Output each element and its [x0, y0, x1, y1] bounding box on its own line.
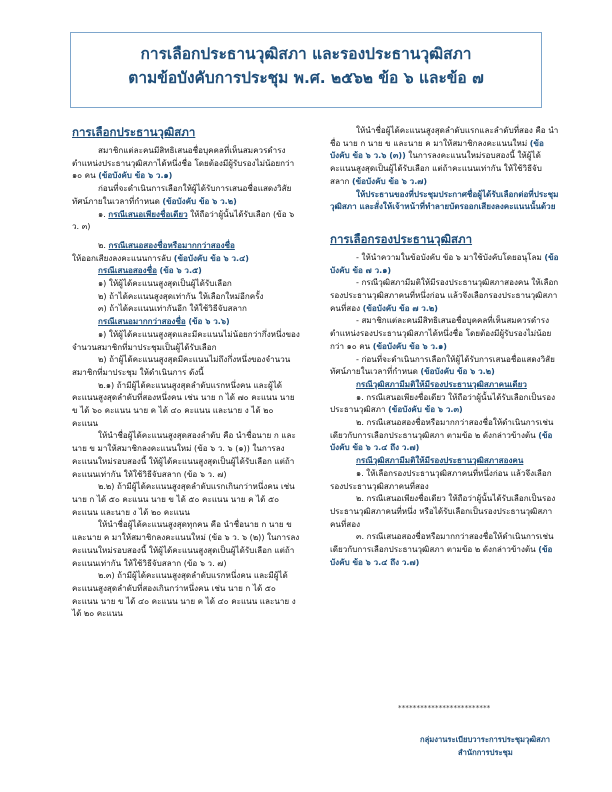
right-column: [330, 124, 560, 569]
sub-more-nominees: กรณีเสนอมากกว่าสองชื่อ (ข้อ ๖ ว.๖): [98, 316, 230, 327]
case-single-nominee: ๑. กรณีเสนอเพียงชื่อเดียว ให้ถือว่าผู้นั้นได้รับเลือก (ข้อ ๖ ว. ๓): [72, 208, 295, 232]
case-2-1: ๒.๑) ถ้ามีผู้ได้คะแนนสูงสุดลำดับแรกหนึ่งคน และผู้ได้คะแนนสูงสุดลำดับที่สองหนึ่งคน เช่น นาย ก ได้ ๗๐ คะแนน นาย ข ได้ ๖๐ คะแนน นาย ค ได้ ๔๐ คะแนน และนาย ง ได้ ๒๐ คะแนน: [72, 379, 295, 428]
vp-rule-2: - กรณีวุฒิสภามีมติให้มีรองประธานวุฒิสภาสองคน ให้เลือกรองประธานวุฒิสภาคนที่หนึ่งก่อน แล้วจึงเลือกรองประธานวุฒิสภาคนที่สอง (ข้อบังคับ ข้อ ๗ ว.๒): [330, 277, 559, 313]
paragraph-vision: ก่อนที่จะดำเนินการเลือกให้ผู้ได้รับการเสนอชื่อแสดงวิสัยทัศน์ภายในเวลาที่กำหนด (ข้อบังคับ ข้อ ๖ ว.๒): [72, 183, 292, 206]
separator-stars: *************************: [398, 704, 491, 712]
case-2-3-continued: ให้นำชื่อผู้ได้คะแนนสูงสุดลำดับแรกและลำดับที่สอง คือ นำชื่อ นาย ก นาย ข และนาย ค มาให้สมาชิกลงคะแนนใหม่ (ข้อบังคับ ข้อ ๖ ว.๖ (๓)) ในการลงคะแนนใหม่รอบสองนี้ ให้ผู้ได้คะแนนสูงสุดเป็นผู้ได้รับเลือก แต่ถ้าคะแนนเท่ากัน ให้ใช้วิธีจับสลาก (ข้อบังคับ ข้อ ๖ ว.๗): [330, 125, 559, 186]
case-2-2: ๒.๒) ถ้ามีผู้ได้คะแนนสูงสุดลำดับแรกเกินกว่าหนึ่งคน เช่น นาย ก ได้ ๕๐ คะแนน นาย ข ได้ ๕๐ คะแนน นาย ค ได้ ๕๐ คะแนน และนาย ง ได้ ๒๐ คะแนน: [72, 481, 295, 517]
vp-rule-3: - สมาชิกแต่ละคนมีสิทธิเสนอชื่อบุคคลที่เห็นสมควรดำรงตำแหน่งรองประธานวุฒิสภาได้หนึ่งชื่อ โดยต้องมีผู้รับรองไม่น้อยกว่า ๑๐ คน (ข้อบังคับ ข้อ ๖ ว.๑): [330, 315, 552, 351]
signature-office: สำนักการประชุม: [458, 748, 513, 757]
vp-case-one-item-1: ๑. กรณีเสนอเพียงชื่อเดียว ให้ถือว่าผู้นั้นได้รับเลือกเป็นรองประธานวุฒิสภา (ข้อบังคับ ข้อ ๖ ว.๓): [330, 391, 556, 415]
paragraph-nomination: สมาชิกแต่ละคนมีสิทธิเสนอชื่อบุคคลที่เห็นสมควรดำรงตำแหน่งประธานวุฒิสภาได้หนึ่งชื่อ โดยต้องมีผู้รับรองไม่น้อยกว่า ๑๐ คน (ข้อบังคับ ข้อ ๖ ว.๑): [72, 145, 295, 181]
secret-ballot-text: ให้ออกเสียงลงคะแนนการลับ (ข้อบังคับ ข้อ ๖ ว.๔): [72, 252, 249, 263]
document-title-line2: ตามข้อบังคับการประชุม พ.ศ. ๒๕๖๒ ข้อ ๖ และข้อ ๗: [128, 69, 484, 87]
vp-case-two-item-3: ๓. กรณีเสนอสองชื่อหรือมากกว่าสองชื่อให้ดำเนินการเช่นเดียวกับการเลือกประธานวุฒิสภา ตามข้อ ๒ ดังกล่าวข้างต้น (ข้อบังคับ ข้อ ๖ ว.๔ ถึง ว.๗): [330, 531, 554, 567]
signature-department: กลุ่มงานระเบียบวาระการประชุมวุฒิสภา: [420, 735, 551, 744]
case-multiple-nominees: ๒. กรณีเสนอสองชื่อหรือมากกว่าสองชื่อ: [98, 239, 235, 250]
heading-president-election: การเลือกประธานวุฒิสภา: [72, 125, 196, 139]
title-box: [70, 32, 542, 108]
vp-case-two-title: กรณีวุฒิสภามีมติให้มีรองประธานวุฒิสภาสองคน: [356, 455, 524, 466]
sub-two-item-2: ๒) ถ้าได้คะแนนสูงสุดเท่ากัน ให้เลือกใหม่อีกครั้ง: [98, 290, 264, 301]
case-2-1-continued: ให้นำชื่อผู้ได้คะแนนสูงสุดสองลำดับ คือ นำชื่อนาย ก และนาย ข มาให้สมาชิกลงคะแนนใหม่ (ข้อ ๖ ว. ๖ (๑)) ในการลงคะแนนใหม่รอบสองนี้ ให้ผู้ได้คะแนนสูงสุดเป็นผู้ได้รับเลือก แต่ถ้าคะแนนเท่ากัน ให้ใช้วิธีจับสลาก (ข้อ ๖ ว. ๗): [72, 430, 296, 479]
document-title-line1: การเลือกประธานวุฒิสภา และรองประธานวุฒิสภา: [140, 45, 472, 63]
sub-more-item-2: ๒) ถ้าผู้ได้คะแนนสูงสุดมีคะแนนไม่ถึงกึ่งหนึ่งของจำนวนสมาชิกที่มาประชุม ให้ดำเนินการ ดังนี้: [72, 354, 291, 377]
sub-two-nominees: กรณีเสนอสองชื่อ (ข้อ ๖ ว.๕): [98, 265, 202, 276]
vp-case-one-item-2: ๒. กรณีเสนอสองชื่อหรือมากกว่าสองชื่อให้ดำเนินการเช่นเดียวกับการเลือกประธานวุฒิสภา ตามข้อ ๒ ดังกล่าวข้างต้น (ข้อบังคับ ข้อ ๖ ว.๔ ถึง ว.๗): [330, 417, 554, 453]
sub-two-item-1: ๑) ให้ผู้ได้คะแนนสูงสุดเป็นผู้ได้รับเลือก: [98, 278, 232, 289]
vp-case-two-item-2: ๒. กรณีเสนอเพียงชื่อเดียว ให้ถือว่าผู้นั้นได้รับเลือกเป็นรองประธานวุฒิสภาคนที่หนึ่ง หรือได้รับเลือกเป็นรองประธานวุฒิสภาคนที่สอง: [330, 493, 556, 529]
vp-case-one-title: กรณีวุฒิสภามีมติให้มีรองประธานวุฒิสภาคนเดียว: [356, 378, 527, 389]
sub-more-item-1: ๑) ให้ผู้ได้คะแนนสูงสุดและมีคะแนนไม่น้อยกว่ากึ่งหนึ่งของจำนวนสมาชิกที่มาประชุมเป็นผู้ได้รับเลือก: [72, 328, 300, 352]
announcement-note: ให้ประธานของที่ประชุมประกาศชื่อผู้ได้รับเลือกต่อที่ประชุมวุฒิสภา และสั่งให้เจ้าหน้าที่ทำลายบัตรออกเสียงลงคะแนนนั้นด้วย: [330, 188, 559, 212]
sub-two-item-3: ๓) ถ้าได้คะแนนเท่ากันอีก ให้ใช้วิธีจับสลาก: [98, 303, 247, 314]
case-2-3: ๒.๓) ถ้ามีผู้ได้คะแนนสูงสุดลำดับแรกหนึ่งคน และมีผู้ได้คะแนนสูงสุดลำดับที่สองเกินกว่าหนึ่งคน เช่น นาย ก ได้ ๕๐ คะแนน นาย ข ได้ ๔๐ คะแนน นาย ค ได้ ๔๐ คะแนน และนาย ง ได้ ๒๐ คะแนน: [72, 570, 296, 619]
vp-rule-1: - ให้นำความในข้อบังคับ ข้อ ๖ มาใช้บังคับโดยอนุโลม (ข้อบังคับ ข้อ ๗ ว.๑): [330, 251, 559, 275]
vp-rule-4: - ก่อนที่จะดำเนินการเลือกให้ผู้ได้รับการเสนอชื่อแสดงวิสัยทัศน์ภายในเวลาที่กำหนด (ข้อบังคับ ข้อ ๖ ว.๒): [330, 353, 555, 377]
vp-case-two-item-1: ๑. ให้เลือกรองประธานวุฒิสภาคนที่หนึ่งก่อน แล้วจึงเลือกรองประธานวุฒิสภาคนที่สอง: [330, 467, 552, 491]
left-column: [72, 118, 302, 620]
case-2-2-continued: ให้นำชื่อผู้ได้คะแนนสูงสุดทุกคน คือ นำชื่อนาย ก นาย ข และนาย ค มาให้สมาชิกลงคะแนนใหม่ (ข้อ ๖ ว. ๖ (๒)) ในการลงคะแนนใหม่รอบสองนี้ ให้ผู้ได้คะแนนสูงสุดเป็นผู้ได้รับเลือก แต่ถ้าคะแนนเท่ากัน ให้ใช้วิธีจับสลาก (ข้อ ๖ ว. ๗): [72, 519, 300, 568]
heading-vice-president-election: การเลือกรองประธานวุฒิสภา: [330, 231, 473, 246]
